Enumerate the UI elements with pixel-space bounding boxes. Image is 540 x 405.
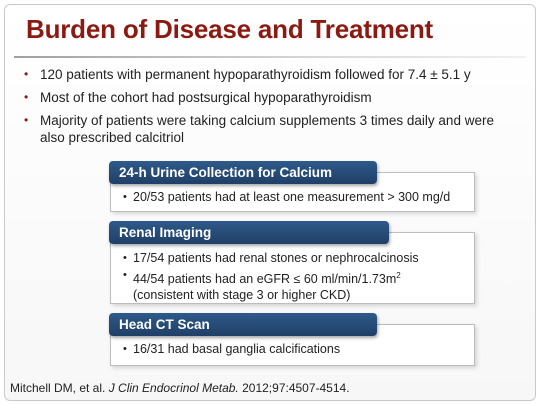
bullet-item bbox=[24, 66, 504, 83]
bullet-icon: • bbox=[24, 113, 29, 127]
box-header: Head CT Scan bbox=[109, 313, 377, 336]
bullet-text: Most of the cohort had postsurgical hypoparathyroidism bbox=[40, 90, 372, 105]
box-header: Renal Imaging bbox=[109, 221, 389, 244]
citation-journal: J Clin Endocrinol Metab. bbox=[108, 381, 239, 395]
urine-collection-box bbox=[110, 165, 475, 212]
bullet-icon: • bbox=[123, 343, 127, 355]
box-header: 24-h Urine Collection for Calcium bbox=[109, 161, 377, 184]
bullet-icon: • bbox=[123, 252, 127, 264]
bullet-text: 120 patients with permanent hypoparathyroidism followed for 7.4 ± 5.1 y bbox=[40, 67, 471, 82]
bullet-icon: • bbox=[123, 191, 127, 203]
box-item-text: 16/31 had basal ganglia calcifications bbox=[133, 342, 341, 356]
bullet-icon: • bbox=[24, 67, 29, 81]
box-item bbox=[123, 190, 464, 206]
box-item bbox=[123, 342, 464, 358]
box-item-text: 44/54 patients had an eGFR ≤ 60 ml/min/1.73m bbox=[133, 271, 397, 286]
box-body bbox=[111, 233, 474, 311]
citation-authors: Mitchell DM, et al. bbox=[10, 381, 106, 395]
bullet-item bbox=[24, 112, 504, 146]
superscript: 2 bbox=[396, 270, 401, 280]
box-item bbox=[123, 268, 464, 288]
title-divider bbox=[14, 56, 526, 58]
box-item-continuation bbox=[123, 288, 464, 304]
box-item-text: 17/54 patients had renal stones or nephrocalcinosis bbox=[133, 251, 419, 265]
box-item-text: 20/53 patients had at least one measurement > 300 mg/d bbox=[133, 190, 451, 204]
box-item-text: (consistent with stage 3 or higher CKD) bbox=[133, 288, 351, 303]
bullet-icon: • bbox=[123, 268, 127, 281]
bullet-list bbox=[24, 66, 504, 152]
slide-title: Burden of Disease and Treatment bbox=[26, 14, 434, 44]
citation bbox=[10, 381, 350, 395]
bullet-text: Majority of patients were taking calcium supplements 3 times daily and were also prescribed calcitriol bbox=[40, 113, 494, 145]
bullet-item bbox=[24, 89, 504, 106]
citation-details: 2012;97:4507-4514. bbox=[242, 381, 350, 395]
head-ct-box bbox=[110, 317, 475, 366]
bullet-icon: • bbox=[24, 90, 29, 104]
box-item bbox=[123, 251, 464, 267]
renal-imaging-box bbox=[110, 225, 475, 304]
